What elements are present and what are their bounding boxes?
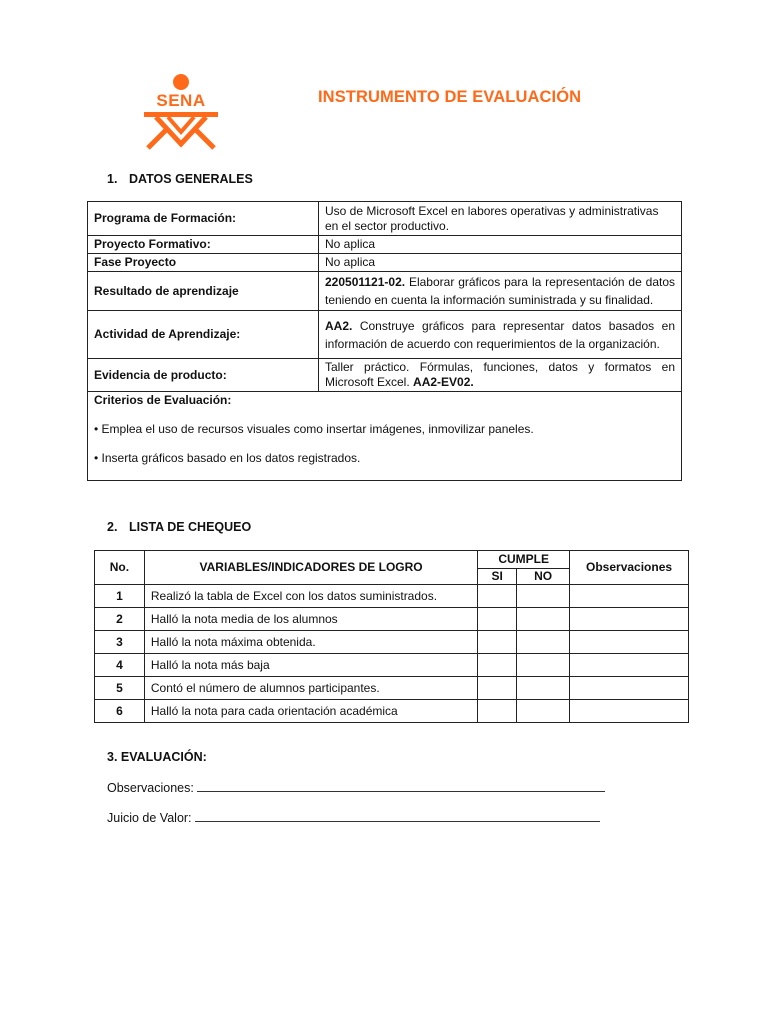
observaciones-cell[interactable] [570, 608, 689, 631]
row-indicator: Realizó la tabla de Excel con los datos suministrados. [144, 585, 477, 608]
logo-text: SENA [156, 91, 206, 110]
criterios-cell [88, 392, 682, 481]
resultado-value [319, 272, 682, 311]
resultado-text: Elaborar gráficos para la representación de datos teniendo en cuenta la información suministrada y su finalidad. [325, 275, 675, 307]
logo-circle [173, 74, 189, 90]
si-cell[interactable] [478, 585, 517, 608]
evidencia-text: Taller práctico. Fórmulas, funciones, datos y formatos en Microsoft Excel. [325, 360, 675, 389]
no-cell[interactable] [517, 677, 570, 700]
table-row [88, 202, 682, 236]
evidencia-label: Evidencia de producto: [88, 359, 319, 392]
resultado-label: Resultado de aprendizaje [88, 272, 319, 311]
header-cumple: CUMPLE [478, 551, 570, 569]
observaciones-cell[interactable] [570, 677, 689, 700]
table-row [95, 654, 689, 677]
no-cell[interactable] [517, 631, 570, 654]
resultado-code: 220501121-02. [325, 275, 406, 289]
proyecto-value: No aplica [319, 236, 682, 254]
no-cell[interactable] [517, 585, 570, 608]
si-cell[interactable] [478, 608, 517, 631]
programa-label: Programa de Formación: [88, 202, 319, 236]
actividad-text: Construye gráficos para representar datos basados en información de acuerdo con requerimientos de la organización. [325, 318, 675, 351]
row-number: 5 [95, 677, 145, 700]
table-row [95, 700, 689, 723]
section-evaluacion-heading: 3. EVALUACIÓN: [107, 750, 207, 764]
row-number: 3 [95, 631, 145, 654]
observaciones-blank[interactable] [197, 779, 605, 792]
fase-label: Fase Proyecto [88, 254, 319, 272]
table-row [95, 608, 689, 631]
row-number: 2 [95, 608, 145, 631]
table-row [88, 359, 682, 392]
header-no: No. [95, 551, 145, 585]
observaciones-cell[interactable] [570, 700, 689, 723]
row-indicator: Contó el número de alumnos participantes. [144, 677, 477, 700]
header-observaciones: Observaciones [570, 551, 689, 585]
si-cell[interactable] [478, 677, 517, 700]
header-variables: VARIABLES/INDICADORES DE LOGRO [144, 551, 477, 585]
sena-logo [142, 72, 220, 152]
no-cell[interactable] [517, 608, 570, 631]
criterio-item: • Emplea el uso de recursos visuales como insertar imágenes, inmovilizar paneles. [94, 422, 534, 436]
juicio-blank[interactable] [195, 809, 600, 822]
actividad-code: AA2. [325, 318, 353, 333]
programa-value: Uso de Microsoft Excel en labores operativas y administrativas en el sector productivo. [319, 202, 682, 236]
section-lista-chequeo-heading [107, 520, 251, 534]
table-row [88, 254, 682, 272]
table-row [88, 272, 682, 311]
fase-value: No aplica [319, 254, 682, 272]
juicio-line [107, 809, 600, 825]
evidencia-code: AA2-EV02. [413, 375, 474, 389]
observaciones-cell[interactable] [570, 631, 689, 654]
section-title: DATOS GENERALES [129, 172, 253, 186]
section-title: LISTA DE CHEQUEO [129, 520, 252, 534]
datos-generales-table [87, 201, 682, 481]
observaciones-cell[interactable] [570, 585, 689, 608]
row-indicator: Halló la nota media de los alumnos [144, 608, 477, 631]
observaciones-label: Observaciones: [107, 781, 194, 795]
table-row [88, 236, 682, 254]
row-number: 4 [95, 654, 145, 677]
juicio-label: Juicio de Valor: [107, 811, 192, 825]
table-row [95, 585, 689, 608]
observaciones-cell[interactable] [570, 654, 689, 677]
header-si: SI [478, 569, 517, 585]
row-indicator: Halló la nota para cada orientación académica [144, 700, 477, 723]
no-cell[interactable] [517, 700, 570, 723]
table-row [95, 677, 689, 700]
proyecto-label: Proyecto Formativo: [88, 236, 319, 254]
actividad-value [319, 311, 682, 359]
evidencia-value [319, 359, 682, 392]
table-row [88, 311, 682, 359]
si-cell[interactable] [478, 700, 517, 723]
table-header-row [95, 551, 689, 569]
table-row [95, 631, 689, 654]
section-number: 1. [107, 172, 118, 186]
row-indicator: Halló la nota más baja [144, 654, 477, 677]
section-number: 2. [107, 520, 118, 534]
header-no-col: NO [517, 569, 570, 585]
observaciones-line [107, 779, 605, 795]
no-cell[interactable] [517, 654, 570, 677]
actividad-label: Actividad de Aprendizaje: [88, 311, 319, 359]
document-title: INSTRUMENTO DE EVALUACIÓN [318, 88, 582, 106]
row-indicator: Halló la nota máxima obtenida. [144, 631, 477, 654]
criterios-title: Criterios de Evaluación: [94, 393, 232, 407]
criterio-item: • Inserta gráficos basado en los datos registrados. [94, 451, 361, 465]
row-number: 6 [95, 700, 145, 723]
table-row [88, 392, 682, 481]
lista-chequeo-table [94, 550, 689, 723]
si-cell[interactable] [478, 654, 517, 677]
row-number: 1 [95, 585, 145, 608]
section-datos-generales-heading [107, 172, 253, 186]
si-cell[interactable] [478, 631, 517, 654]
